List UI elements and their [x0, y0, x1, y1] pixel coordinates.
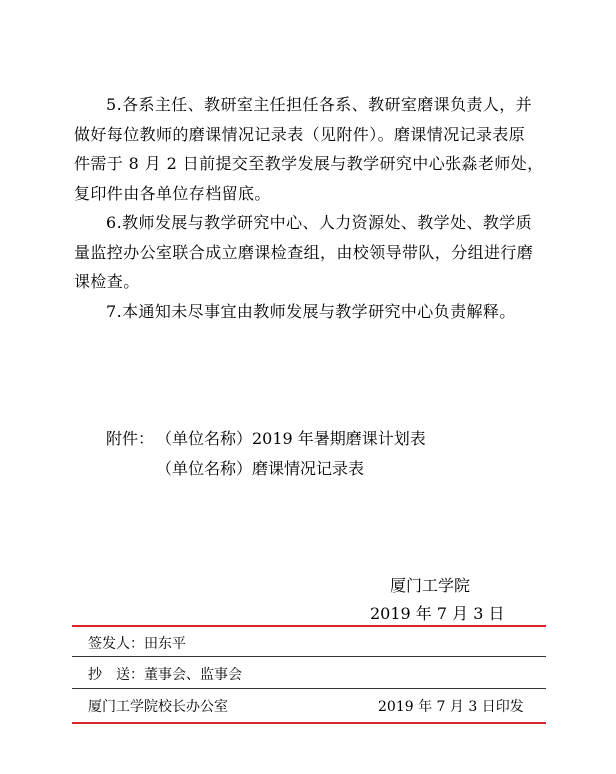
footer-top-rule	[72, 625, 546, 627]
paragraph-6	[74, 208, 552, 297]
footer-bottom-rule	[72, 722, 546, 724]
paragraph-6-line-1: 6.教师发展与教学研究中心、人力资源处、教学处、教学质	[106, 213, 533, 232]
attachment-item-2: （单位名称）磨课情况记录表	[156, 459, 365, 478]
paragraph-5-line-3: 件需于 8 月 2 日前提交至教学发展与教学研究中心张淼老师处，	[74, 154, 544, 173]
issuing-office: 厦门工学院校长办公室	[88, 699, 228, 715]
paragraph-6-line-2: 量监控办公室联合成立磨课检查组，由校领导带队，分组进行磨	[74, 242, 534, 262]
signature-date: 2019 年 7 月 3 日	[370, 604, 505, 623]
footer-divider-1	[72, 656, 546, 657]
issuer-line: 签发人：田东平	[88, 636, 186, 652]
paragraph-5-line-1: 5.各系主任、教研室主任担任各系、教研室磨课负责人，并	[106, 95, 533, 114]
cc-line: 抄 送：董事会、监事会	[88, 667, 242, 683]
footer-divider-2	[72, 688, 546, 689]
paragraph-5-line-4: 复印件由各单位存档留底。	[74, 183, 271, 203]
print-date: 2019 年 7 月 3 日印发	[378, 699, 524, 715]
paragraph-7-line-1: 7.本通知未尽事宜由教师发展与教学研究中心负责解释。	[106, 302, 516, 321]
paragraph-5-line-2: 做好每位教师的磨课情况记录表（见附件）。磨课情况记录表原	[74, 124, 526, 144]
attachment-item-1: （单位名称）2019 年暑期磨课计划表	[156, 429, 426, 448]
attachment-label: 附件：	[106, 429, 155, 448]
paragraph-7	[74, 297, 552, 327]
signature-org: 厦门工学院	[390, 576, 471, 595]
paragraph-5	[74, 90, 552, 208]
paragraph-6-line-3: 课检查。	[74, 272, 140, 291]
